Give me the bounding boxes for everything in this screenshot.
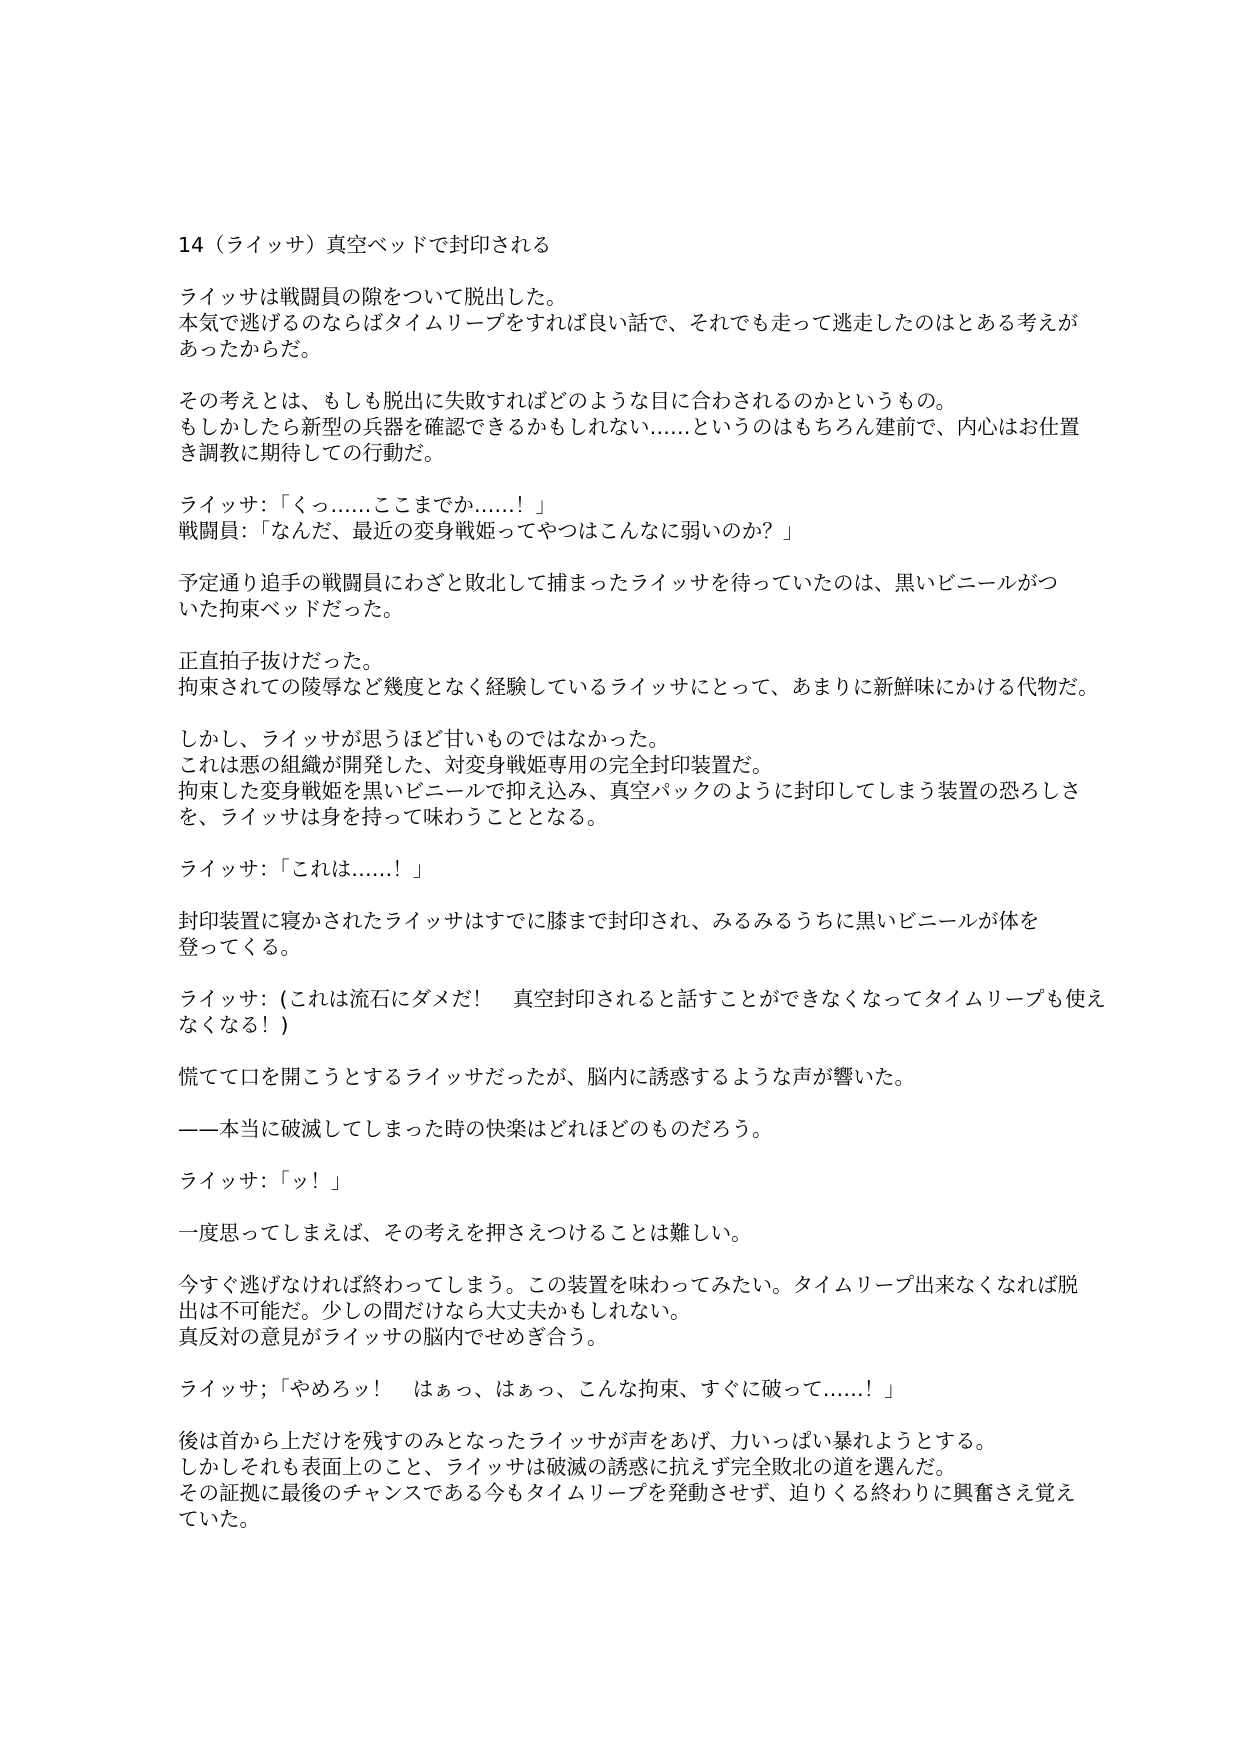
paragraph [178, 1272, 1078, 1350]
text-line: 拘束した変身戦姫を黒いビニールで抑え込み、真空パックのように封印してしまう装置の恐ろしさ [178, 779, 1081, 803]
text-line: 正直拍子抜けだった。 [178, 649, 383, 673]
text-line: 封印装置に寝かされたライッサはすでに膝まで封印され、みるみるうちに黒いビニールが体を [178, 909, 1040, 933]
text-line: 本気で逃げるのならばタイムリープをすれば良い話で、それでも走って逃走したのはとある考えが [178, 311, 1079, 335]
paragraph [178, 492, 1078, 544]
text-line: 今すぐ逃げなければ終わってしまう。この装置を味わってみたい。タイムリープ出来なくなれば脱 [178, 1273, 1079, 1297]
text-line: その考えとは、もしも脱出に失敗すればどのような目に合わされるのかというもの。 [178, 389, 957, 413]
text-line: 予定通り追手の戦闘員にわざと敗北して捕まったライッサを待っていたのは、黒いビニールがつ [178, 571, 1059, 595]
text-line: もしかしたら新型の兵器を確認できるかもしれない……というのはもちろん建前で、内心はお仕置 [178, 415, 1080, 439]
text-line: 拘束されての陵辱など幾度となく経験しているライッサにとって、あまりに新鮮味にかける代物だ。 [178, 675, 1099, 699]
text-line: 戦闘員：「なんだ、最近の変身戦姫ってやつはこんなに弱いのか？」 [178, 519, 804, 543]
text-line: ——本当に破滅してしまった時の快楽はどれほどのものだろう。 [178, 1117, 773, 1141]
text-line: ライッサ：「くっ……ここまでか……！」 [178, 493, 556, 517]
text-line: その証拠に最後のチャンスである今もタイムリープを発動させず、迫りくる終わりに興奮さえ覚え [178, 1481, 1076, 1505]
text-line: 一度思ってしまえば、その考えを押さえつけることは難しい。 [178, 1221, 752, 1245]
text-line: き調教に期待しての行動だ。 [178, 441, 445, 465]
text-line: ライッサ：「これは……！」 [178, 857, 434, 881]
text-line: いた拘束ベッドだった。 [178, 597, 404, 621]
paragraph [178, 908, 1078, 960]
text-line: これは悪の組織が開発した、対変身戦姫専用の完全封印装置だ。 [178, 753, 773, 777]
text-line: 真反対の意見がライッサの脳内でせめぎ合う。 [178, 1325, 608, 1349]
chapter-title: 14（ライッサ）真空ベッドで封印される [178, 233, 552, 257]
paragraph [178, 284, 1078, 362]
text-line: を、ライッサは身を持って味わうこととなる。 [178, 805, 608, 829]
text-line: 出は不可能だ。少しの間だけなら大丈夫かもしれない。 [178, 1299, 691, 1323]
text-line: なくなる！) [178, 1013, 289, 1037]
text-line: ライッサ：(これは流石にダメだ！ 真空封印されると話すことができなくなってタイムリープも使え [178, 987, 1107, 1011]
paragraph [178, 570, 1078, 622]
paragraph [178, 856, 1078, 882]
paragraph [178, 1064, 1078, 1090]
text-line: ライッサ；「やめろッ！ はぁっ、はぁっ、こんな拘束、すぐに破って……！」 [178, 1377, 905, 1401]
text-line: 後は首から上だけを残すのみとなったライッサが声をあげ、力いっぱい暴れようとする。 [178, 1429, 997, 1453]
paragraph [178, 648, 1099, 700]
text-line: しかしそれも表面上のこと、ライッサは破滅の誘惑に抗えず完全敗北の道を選んだ。 [178, 1455, 956, 1479]
text-line: ライッサは戦闘員の隙をついて脱出した。 [178, 285, 567, 309]
paragraph [178, 1168, 1078, 1194]
paragraph [178, 1376, 1078, 1402]
paragraph [178, 1116, 1078, 1142]
paragraph [178, 1220, 1078, 1246]
text-line: 慌てて口を開こうとするライッサだったが、脳内に誘惑するような声が響いた。 [178, 1065, 915, 1089]
paragraph-list [178, 284, 1107, 1532]
text-line: しかし、ライッサが思うほど甘いものではなかった。 [178, 727, 669, 751]
text-line: 登ってくる。 [178, 935, 301, 959]
paragraph [178, 726, 1081, 830]
paragraph [178, 986, 1107, 1038]
text-line: ていた。 [178, 1507, 260, 1531]
text-line: ライッサ：「ッ！」 [178, 1169, 352, 1193]
document-body [178, 232, 1107, 1558]
paragraph [178, 1428, 1078, 1532]
paragraph [178, 388, 1078, 466]
text-line: あったからだ。 [178, 337, 322, 361]
